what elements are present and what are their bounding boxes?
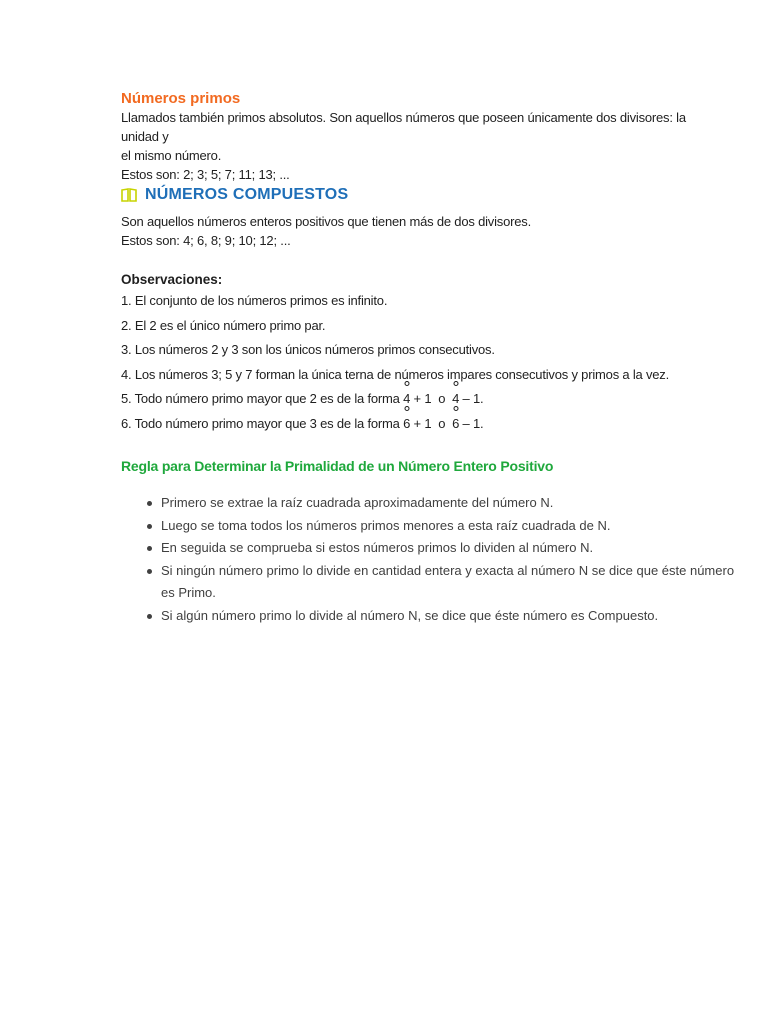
regla-bullets — [145, 492, 735, 627]
observacion-item-6 — [121, 412, 688, 437]
multiple-notation-b: 6 — [452, 412, 459, 437]
compuestos-line-1: Son aquellos números enteros positivos que tienen más de dos divisores. — [121, 214, 531, 229]
primos-section — [121, 90, 688, 184]
compuestos-title: NÚMEROS COMPUESTOS — [145, 186, 349, 203]
observaciones-list — [121, 289, 688, 436]
regla-bullet: Primero se extrae la raíz cuadrada aproximadamente del número N. — [145, 492, 735, 515]
observacion-5-mid: + 1 o — [410, 391, 453, 406]
observacion-6-text: 6. Todo número primo mayor que 3 es de la forma — [121, 415, 404, 431]
observaciones-section — [121, 270, 688, 436]
multiple-notation-a: 6 — [403, 412, 410, 437]
compuestos-line-2: Estos son: 4; 6, 8; 9; 10; 12; ... — [121, 233, 291, 248]
primos-line-1: Llamados también primos absolutos. Son aquellos números que poseen únicamente dos divisores: la unidad y — [121, 110, 686, 144]
regla-bullet: Luego se toma todos los números primos menores a esta raíz cuadrada de N. — [145, 515, 735, 538]
primos-line-3: Estos son: 2; 3; 5; 7; 11; 13; ... — [121, 167, 290, 182]
primos-title: Números primos — [121, 90, 241, 107]
observacion-5-end: – 1. — [459, 391, 484, 406]
observacion-item: 3. Los números 2 y 3 son los únicos números primos consecutivos. — [121, 342, 495, 357]
multiple-notation-a: 4 — [403, 387, 410, 412]
primos-line-2: el mismo número. — [121, 148, 222, 163]
observacion-6-mid: + 1 o — [410, 415, 453, 431]
compuestos-body — [121, 212, 688, 250]
observacion-6-end: – 1. — [459, 415, 484, 431]
multiple-notation-b: 4 — [452, 387, 459, 412]
observacion-item: 2. El 2 es el único número primo par. — [121, 317, 326, 333]
observaciones-title: Observaciones: — [121, 272, 223, 287]
observacion-item: 4. Los números 3; 5 y 7 forman la única terna de números impares consecutivos y primos a la vez. — [121, 366, 670, 382]
observacion-5-text: 5. Todo número primo mayor que 2 es de la forma — [121, 391, 404, 406]
regla-bullet: En seguida se comprueba si estos números primos lo dividen al número N. — [145, 537, 735, 560]
regla-title: Regla para Determinar la Primalidad de un Número Entero Positivo — [121, 458, 554, 474]
observacion-item: 1. El conjunto de los números primos es infinito. — [121, 293, 388, 308]
book-icon — [121, 188, 137, 202]
compuestos-heading — [121, 186, 348, 204]
regla-bullet: Si algún número primo lo divide al número N, se dice que éste número es Compuesto. — [145, 605, 735, 628]
regla-bullet: Si ningún número primo lo divide en cantidad entera y exacta al número N se dice que éste número es Primo. — [145, 560, 735, 605]
